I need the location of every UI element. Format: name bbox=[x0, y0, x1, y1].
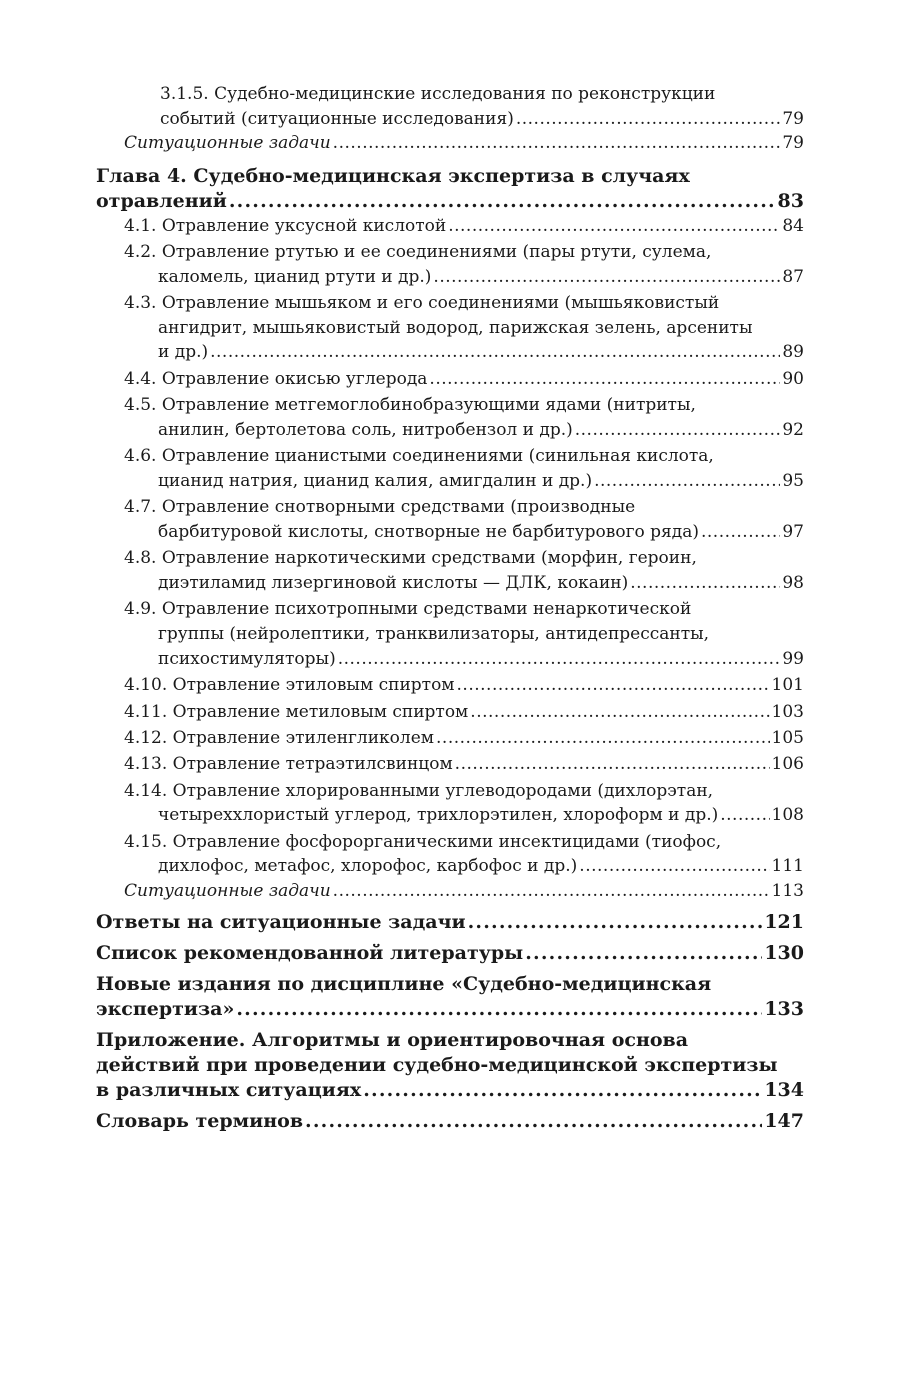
dot-leader bbox=[236, 997, 762, 1022]
page-number: 106 bbox=[771, 754, 804, 775]
dot-leader bbox=[457, 673, 770, 698]
toc-entry-4-4[interactable] bbox=[96, 367, 804, 392]
dot-leader bbox=[448, 214, 780, 239]
toc-entry-title-cont: цианид натрия, цианид калия, амигдалин и др.) bbox=[158, 470, 593, 491]
dot-leader bbox=[210, 340, 780, 365]
toc-entry-4-14[interactable] bbox=[96, 779, 804, 829]
page-number: 113 bbox=[771, 881, 804, 902]
toc-entry-situational-tasks-3[interactable] bbox=[96, 131, 804, 156]
toc-entry-title-cont: и др.) bbox=[158, 342, 209, 363]
page-number: 79 bbox=[782, 108, 804, 129]
toc-entry-4-13[interactable] bbox=[96, 752, 804, 777]
toc-entry-title: 4.3. Отравление мышьяком и его соединениями (мышьяковистый bbox=[124, 292, 720, 313]
toc-literature[interactable] bbox=[96, 941, 804, 966]
page-number: 98 bbox=[782, 573, 804, 594]
table-of-contents bbox=[96, 82, 804, 1134]
toc-entry-title: 4.14. Отравление хлорированными углеводородами (дихлорэтан, bbox=[124, 780, 714, 801]
page-number: 103 bbox=[771, 701, 804, 722]
dot-leader bbox=[525, 941, 762, 966]
toc-chapter-title-cont: отравлений bbox=[96, 189, 227, 212]
page-number: 79 bbox=[782, 133, 804, 153]
page-number: 130 bbox=[764, 941, 804, 964]
toc-chapter-title: Глава 4. Судебно-медицинская экспертиза в случаях bbox=[96, 164, 690, 187]
page-number: 111 bbox=[771, 856, 804, 877]
toc-entry-title-cont: событий (ситуационные исследования) bbox=[160, 108, 514, 129]
toc-entry-title: 4.6. Отравление цианистыми соединениями (синильная кислота, bbox=[124, 446, 714, 467]
page-number: 87 bbox=[782, 266, 804, 287]
toc-entry-4-11[interactable] bbox=[96, 700, 804, 725]
page-number: 105 bbox=[771, 727, 804, 748]
toc-entry-title-cont: барбитуровой кислоты, снотворные не барбитурового ряда) bbox=[158, 522, 699, 543]
page-number: 147 bbox=[764, 1109, 804, 1132]
toc-chapter-title-cont: экспертиза» bbox=[96, 997, 235, 1020]
dot-leader bbox=[433, 265, 780, 290]
toc-entry-title-cont: четыреххлористый углерод, трихлорэтилен, хлороформ и др.) bbox=[158, 805, 719, 826]
toc-chapter-title: Ответы на ситуационные задачи bbox=[96, 910, 466, 933]
toc-new-publications[interactable] bbox=[96, 972, 804, 1022]
dot-leader bbox=[594, 469, 780, 494]
toc-entry-title: Ситуационные задачи bbox=[124, 133, 331, 153]
page-number: 97 bbox=[782, 522, 804, 543]
toc-entry-4-7[interactable] bbox=[96, 495, 804, 545]
toc-entry-title: 4.15. Отравление фосфорорганическими инсектицидами (тиофос, bbox=[124, 831, 722, 852]
dot-leader bbox=[455, 752, 770, 777]
page-number: 133 bbox=[764, 997, 804, 1020]
page-number: 134 bbox=[764, 1078, 804, 1101]
dot-leader bbox=[338, 647, 781, 672]
dot-leader bbox=[229, 189, 776, 214]
toc-entry-4-12[interactable] bbox=[96, 726, 804, 751]
toc-entry-title-cont: дихлофос, метафос, хлорофос, карбофос и др.) bbox=[158, 856, 578, 877]
dot-leader bbox=[333, 879, 770, 904]
toc-chapter-title-cont: в различных ситуациях bbox=[96, 1078, 362, 1101]
toc-entry-title: 4.11. Отравление метиловым спиртом bbox=[124, 701, 469, 722]
toc-entry-title: 3.1.5. Судебно-медицинские исследования по реконструкции bbox=[160, 84, 716, 104]
dot-leader bbox=[720, 803, 769, 828]
dot-leader bbox=[470, 700, 769, 725]
toc-entry-title: 4.13. Отравление тетраэтилсвинцом bbox=[124, 754, 453, 775]
toc-entry-title-cont: диэтиламид лизергиновой кислоты — ДЛК, кокаин) bbox=[158, 573, 629, 594]
dot-leader bbox=[701, 520, 780, 545]
toc-entry-title: 4.7. Отравление снотворными средствами (производные bbox=[124, 497, 636, 518]
toc-entry-title: 4.8. Отравление наркотическими средствами (морфин, героин, bbox=[124, 548, 697, 569]
toc-chapter-title: Список рекомендованной литературы bbox=[96, 941, 524, 964]
dot-leader bbox=[305, 1109, 762, 1134]
page-number: 121 bbox=[764, 910, 804, 933]
toc-chapter-4[interactable] bbox=[96, 164, 804, 214]
dot-leader bbox=[429, 367, 780, 392]
page-number: 101 bbox=[771, 675, 804, 696]
page-number: 89 bbox=[782, 342, 804, 363]
toc-entry-4-3[interactable] bbox=[96, 291, 804, 365]
toc-entry-title-cont: анилин, бертолетова соль, нитробензол и др.) bbox=[158, 419, 573, 440]
dot-leader bbox=[516, 107, 781, 132]
toc-glossary[interactable] bbox=[96, 1109, 804, 1134]
toc-entry-4-6[interactable] bbox=[96, 444, 804, 494]
toc-entry-3-1-5[interactable] bbox=[96, 82, 804, 131]
toc-appendix[interactable] bbox=[96, 1028, 804, 1103]
toc-entry-title: 4.5. Отравление метгемоглобинобразующими ядами (нитриты, bbox=[124, 395, 696, 416]
toc-entry-4-2[interactable] bbox=[96, 240, 804, 290]
dot-leader bbox=[575, 418, 781, 443]
page-number: 84 bbox=[782, 215, 804, 236]
toc-entry-title: 4.2. Отравление ртутью и ее соединениями (пары ртути, сулема, bbox=[124, 241, 712, 262]
dot-leader bbox=[630, 571, 780, 596]
page-number: 83 bbox=[777, 189, 804, 212]
toc-entry-title: 4.12. Отравление этиленгликолем bbox=[124, 727, 435, 748]
page-number: 92 bbox=[782, 419, 804, 440]
toc-entry-title-cont: ангидрит, мышьяковистый водород, парижская зелень, арсениты bbox=[158, 317, 753, 338]
toc-answers[interactable] bbox=[96, 910, 804, 935]
toc-entry-4-1[interactable] bbox=[96, 214, 804, 239]
dot-leader bbox=[468, 910, 763, 935]
toc-chapter-title: Новые издания по дисциплине «Судебно-медицинская bbox=[96, 972, 712, 995]
dot-leader bbox=[363, 1078, 762, 1103]
page-number: 99 bbox=[782, 649, 804, 670]
toc-entry-4-8[interactable] bbox=[96, 546, 804, 596]
dot-leader bbox=[333, 131, 781, 156]
page-number: 95 bbox=[782, 470, 804, 491]
page-number: 108 bbox=[771, 805, 804, 826]
toc-entry-title-cont: каломель, цианид ртути и др.) bbox=[158, 266, 432, 287]
toc-chapter-title-cont: действий при проведении судебно-медицинской экспертизы bbox=[96, 1053, 778, 1076]
page-number: 90 bbox=[782, 368, 804, 389]
toc-entry-situational-tasks-4[interactable] bbox=[96, 879, 804, 904]
toc-entry-title: 4.10. Отравление этиловым спиртом bbox=[124, 675, 455, 696]
toc-entry-title-cont: психостимуляторы) bbox=[158, 649, 336, 670]
toc-entry-4-10[interactable] bbox=[96, 673, 804, 698]
dot-leader bbox=[579, 854, 769, 879]
toc-entry-title: 4.9. Отравление психотропными средствами ненаркотической bbox=[124, 599, 692, 620]
toc-chapter-title: Словарь терминов bbox=[96, 1109, 304, 1132]
toc-entry-title-cont: группы (нейролептики, транквилизаторы, антидепрессанты, bbox=[158, 624, 710, 645]
toc-entry-title: 4.4. Отравление окисью углерода bbox=[124, 368, 428, 389]
toc-entry-4-9[interactable] bbox=[96, 597, 804, 671]
toc-entry-4-15[interactable] bbox=[96, 830, 804, 880]
toc-entry-4-5[interactable] bbox=[96, 393, 804, 443]
toc-entry-title: Ситуационные задачи bbox=[124, 881, 331, 902]
toc-chapter-title: Приложение. Алгоритмы и ориентировочная основа bbox=[96, 1028, 689, 1051]
toc-entry-title: 4.1. Отравление уксусной кислотой bbox=[124, 215, 447, 236]
dot-leader bbox=[436, 726, 770, 751]
